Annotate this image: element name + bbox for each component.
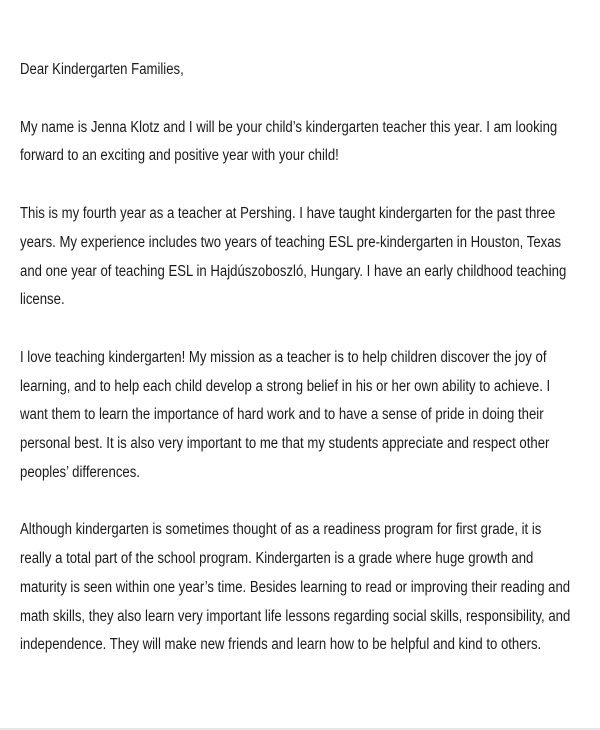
letter-body	[20, 56, 576, 660]
salutation: Dear Kindergarten Families,	[20, 61, 184, 78]
paragraph-kindergarten-program: Although kindergarten is sometimes thought of as a readiness program for first grade, it is really a total part of the school program. Kindergarten is a grade where huge growth and maturity is seen within one year’s time. Besides learning to read or improving their reading and math skills, they also learn very important life lessons regarding social skills, responsibility, and independence. They will make new friends and learn how to be helpful and kind to others.	[20, 521, 571, 654]
paragraph-mission: I love teaching kindergarten! My mission as a teacher is to help children discover the joy of learning, and to help each child develop a strong belief in his or her own ability to achieve. I want them to learn the importance of hard work and to have a sense of pride in doing their personal best. It is also very important to me that my students appreciate and respect other peoples’ differences.	[20, 348, 551, 481]
paragraph-introduction: My name is Jenna Klotz and I will be your child’s kindergarten teacher this year. I am looking forward to an exciting and positive year with your child!	[20, 118, 558, 165]
paragraph-experience: This is my fourth year as a teacher at Pershing. I have taught kindergarten for the past three years. My experience includes two years of teaching ESL pre-kindergarten in Houston, Texas and one year of teaching ESL in Hajdúszoboszló, Hungary. I have an early childhood teaching license.	[20, 205, 567, 309]
